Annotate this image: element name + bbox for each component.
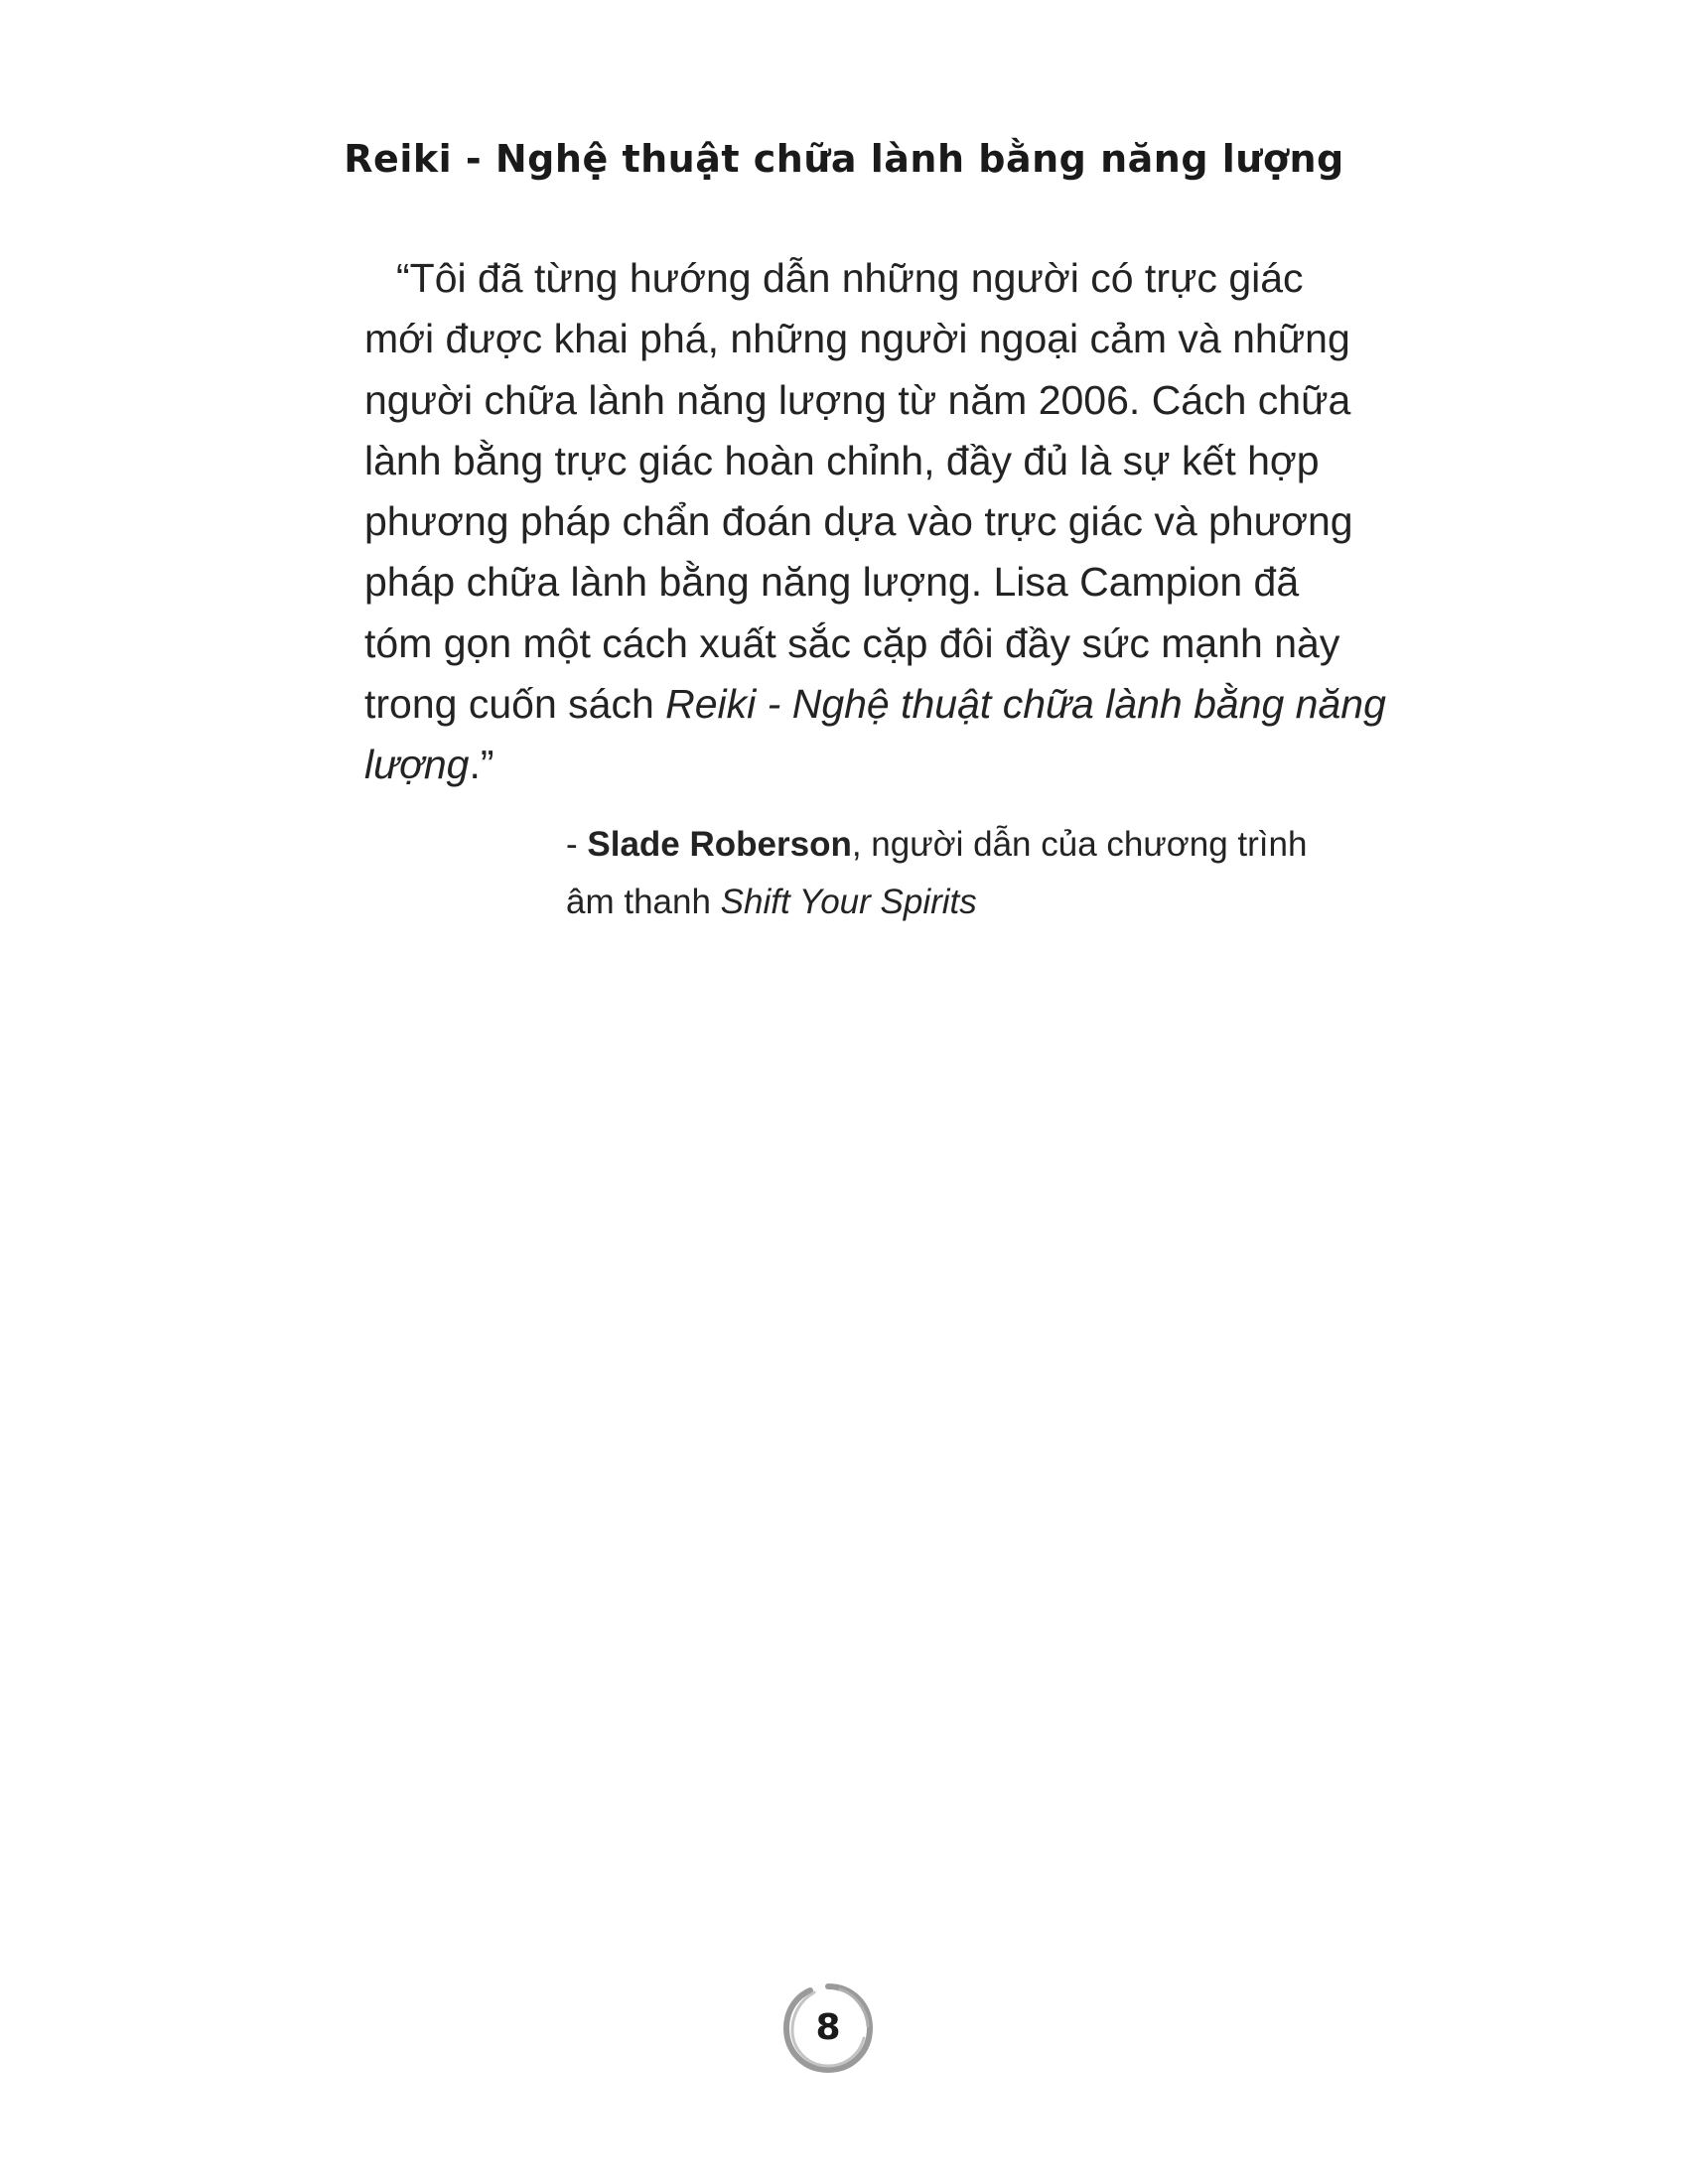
attribution-line (566, 816, 1308, 874)
quote-line: “Tôi đã từng hướng dẫn những người có trực giác (396, 255, 1304, 301)
author-role: âm thanh (566, 883, 721, 921)
quote-line: pháp chữa lành bằng năng lượng. Lisa Campion đã (364, 559, 1300, 606)
book-title: lượng (364, 742, 470, 788)
quote-line: phương pháp chẩn đoán dựa vào trực giác và phương (364, 498, 1353, 545)
quote-line: lành bằng trực giác hoàn chỉnh, đầy đủ là sự kết hợp (364, 437, 1320, 483)
attribution-dash: - (566, 825, 588, 864)
quote-line: tóm gọn một cách xuất sắc cặp đôi đầy sức mạnh này (364, 619, 1340, 666)
quote-line: mới được khai phá, những người ngoại cảm và những (364, 316, 1350, 362)
quote-line (364, 674, 1386, 735)
testimonial-quote (364, 248, 1386, 796)
running-header: Reiki - Nghệ thuật chữa lành bằng năng lượng (344, 137, 1344, 181)
page-number-badge (780, 1980, 876, 2076)
show-title: Shift Your Spirits (720, 883, 977, 921)
author-role: , người dẫn của chương trình (851, 825, 1308, 864)
book-title: Reiki - Nghệ thuật chữa lành bằng năng (665, 681, 1386, 728)
quote-text: trong cuốn sách (364, 681, 666, 728)
author-name: Slade Roberson (587, 825, 852, 864)
page-number: 8 (815, 2007, 841, 2048)
quote-line (364, 735, 1298, 795)
attribution-line (566, 874, 1301, 931)
quote-attribution (566, 816, 1308, 931)
quote-line: người chữa lành năng lượng từ năm 2006. Cách chữa (364, 376, 1351, 423)
quote-closing: .” (469, 742, 494, 788)
